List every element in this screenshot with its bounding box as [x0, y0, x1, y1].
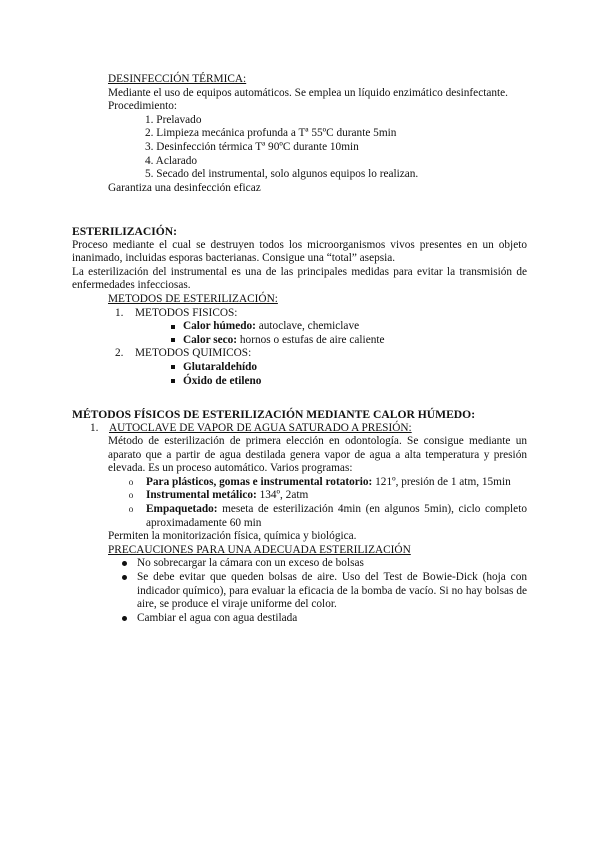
thermal-disinfection-closing: Garantiza una desinfección eficaz	[108, 181, 261, 194]
moist-heat-title: MÉTODOS FÍSICOS DE ESTERILIZACIÓN MEDIANTE CALOR HÚMEDO:	[72, 408, 476, 421]
autoclave-title: AUTOCLAVE DE VAPOR DE AGUA SATURADO A PRESIÓN:	[109, 421, 412, 434]
list-item-text: hornos o estufas de aire caliente	[237, 333, 385, 346]
sterilization-methods-title: METODOS DE ESTERILIZACIÓN:	[108, 292, 278, 305]
dot-bullet-icon	[118, 571, 130, 612]
precaution-text: No sobrecargar la cámara con un exceso de bolsas	[137, 557, 364, 570]
precaution-item	[108, 571, 527, 612]
program-detail: 134º, 2atm	[256, 489, 309, 502]
program-item	[108, 503, 527, 530]
thermal-disinfection-section	[108, 73, 526, 195]
list-number: 1.	[90, 421, 99, 434]
list-item-term: Óxido de etileno	[183, 374, 262, 387]
circle-bullet-icon: o	[128, 476, 134, 487]
list-item-term: Glutaraldehído	[183, 360, 258, 373]
thermal-disinfection-intro: Mediante el uso de equipos automáticos. Se emplea un líquido enzimático desinfectante.	[108, 86, 508, 99]
program-name: Empaquetado:	[146, 502, 218, 515]
program-name: Instrumental metálico:	[146, 489, 257, 502]
list-item	[72, 334, 527, 348]
square-bullet-icon	[167, 320, 179, 334]
sterilization-section	[72, 225, 527, 388]
square-bullet-icon	[167, 361, 179, 375]
program-name: Para plásticos, gomas e instrumental rotatorio:	[146, 475, 373, 488]
list-item-text: autoclave, chemiclave	[255, 320, 360, 333]
moist-heat-section	[72, 408, 527, 435]
sterilization-importance: La esterilización del instrumental es una de las principales medidas para evitar la transmisión de enfermedades infecciosas.	[72, 265, 527, 292]
procedure-label: Procedimiento:	[108, 100, 178, 113]
precaution-text: Cambiar el agua con agua destilada	[137, 611, 298, 624]
autoclave-item	[72, 422, 527, 436]
precautions-title: PRECAUCIONES PARA UNA ADECUADA ESTERILIZACIÓN	[108, 543, 411, 556]
precaution-text: Se debe evitar que queden bolsas de aire. Uso del Test de Bowie-Dick (hoja con indicador químico), para evaluar la eficacia de la bomba de vacío. Si no hay bolsas de aire, se produce el viraje uniforme del color.	[137, 570, 527, 611]
physical-methods-item	[72, 307, 527, 321]
list-item	[72, 320, 527, 334]
program-item	[108, 489, 527, 503]
procedure-step: 3. Desinfección térmica Tª 90ºC durante 10min	[145, 140, 359, 153]
circle-bullet-icon: o	[128, 490, 134, 501]
program-item	[108, 476, 527, 490]
program-detail: meseta de esterilización 4min (en algunos 5min), ciclo completo aproximadamente 60 min	[146, 502, 527, 529]
monitoring-text: Permiten la monitorización física, química y biológica.	[108, 530, 357, 543]
list-item	[72, 361, 527, 375]
list-number: 1.	[115, 306, 124, 319]
procedure-step: 5. Secado del instrumental, solo algunos equipos lo realizan.	[145, 168, 419, 181]
procedure-step: 4. Aclarado	[145, 154, 198, 167]
physical-methods-label: METODOS FISICOS:	[135, 306, 238, 319]
sterilization-title: ESTERILIZACIÓN:	[72, 225, 178, 238]
sterilization-definition: Proceso mediante el cual se destruyen todos los microorganismos vivos presentes en un objeto inanimado, incluidas esporas bacterianas. Consigue una “total” asepsia.	[72, 238, 527, 265]
square-bullet-icon	[167, 334, 179, 348]
dot-bullet-icon	[118, 612, 130, 626]
list-item-term: Calor húmedo:	[183, 320, 256, 333]
square-bullet-icon	[167, 375, 179, 389]
precaution-item	[108, 557, 527, 571]
precaution-item	[108, 612, 527, 626]
program-detail: 121º, presión de 1 atm, 15min	[372, 475, 511, 488]
dot-bullet-icon	[118, 557, 130, 571]
circle-bullet-icon: o	[128, 503, 134, 514]
thermal-disinfection-title: DESINFECCIÓN TÉRMICA:	[108, 73, 247, 85]
autoclave-description: Método de esterilización de primera elección en odontología. Se consigue mediante un aparato que a partir de agua destilada genera vapor de agua a alta temperatura y presión elevada. Es un proceso automático. Varios programas:	[108, 435, 527, 475]
procedure-step: 2. Limpieza mecánica profunda a Tª 55ºC durante 5min	[145, 127, 397, 140]
autoclave-content	[108, 435, 527, 625]
chemical-methods-label: METODOS QUIMICOS:	[135, 347, 252, 360]
list-item-term: Calor seco:	[183, 333, 238, 346]
list-number: 2.	[115, 347, 124, 360]
chemical-methods-item	[72, 347, 527, 361]
procedure-steps	[108, 114, 526, 182]
list-item	[72, 375, 527, 389]
procedure-step: 1. Prelavado	[145, 113, 202, 126]
